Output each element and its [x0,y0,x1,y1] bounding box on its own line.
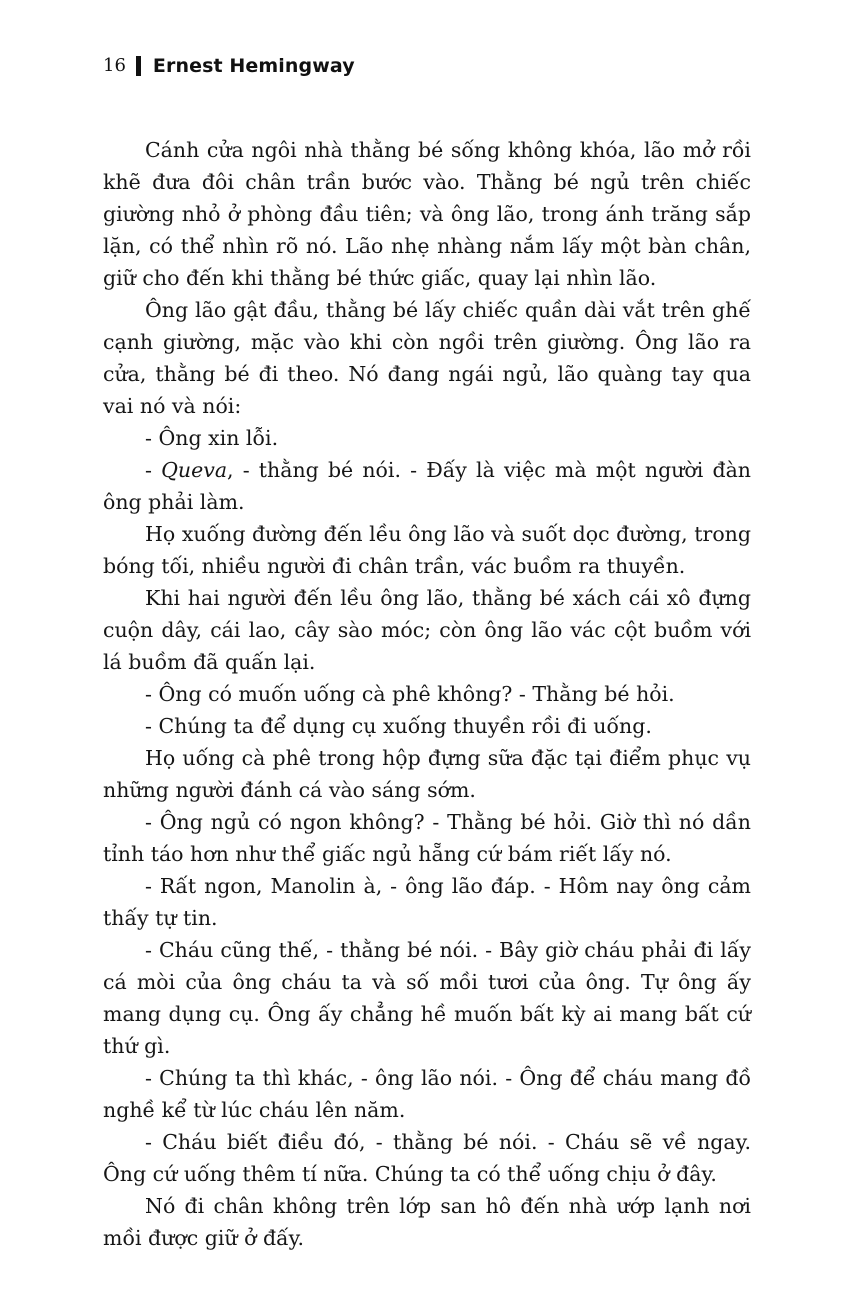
paragraph: - Chúng ta thì khác, - ông lão nói. - Ông để cháu mang đồ nghề kể từ lúc cháu lên năm. [103,1066,751,1122]
paragraph: - Cháu cũng thế, - thằng bé nói. - Bây giờ cháu phải đi lấy cá mòi của ông cháu ta và số mồi tươi của ông. Tự ông ấy mang dụng cụ. Ông ấy chẳng hề muốn bất kỳ ai mang bất cứ thứ gì. [103,938,751,1058]
paragraph: - Ông ngủ có ngon không? - Thằng bé hỏi. Giờ thì nó dần tỉnh táo hơn như thể giấc ngủ hẵng cứ bám riết lấy nó. [103,810,751,866]
header-divider [136,56,141,76]
paragraph: - Rất ngon, Manolin à, - ông lão đáp. - Hôm nay ông cảm thấy tự tin. [103,874,751,930]
paragraph: Họ uống cà phê trong hộp đựng sữa đặc tại điểm phục vụ những người đánh cá vào sáng sớm. [103,746,751,802]
paragraph: - Chúng ta để dụng cụ xuống thuyền rồi đi uống. [145,714,652,738]
page-number: 16 [103,55,126,76]
dialogue-text: , - thằng bé nói. - Đấy là việc mà một người đàn ông phải làm. [103,458,751,514]
paragraph: - Ông có muốn uống cà phê không? - Thằng bé hỏi. [145,682,675,706]
paragraph: Khi hai người đến lều ông lão, thằng bé xách cái xô đựng cuộn dây, cái lao, cây sào móc; còn ông lão vác cột buồm với lá buồm đã quấn lại. [103,586,751,674]
paragraph: Cánh cửa ngôi nhà thằng bé sống không khóa, lão mở rồi khẽ đưa đôi chân trần bước vào. Thằng bé ngủ trên chiếc giường nhỏ ở phòng đầu tiên; và ông lão, trong ánh trăng sắp lặn, có thể nhìn rõ nó. Lão nhẹ nhàng nắm lấy một bàn chân, giữ cho đến khi thằng bé thức giấc, quay lại nhìn lão. [103,138,751,290]
paragraph: - Ông xin lỗi. [145,426,279,450]
running-header [103,52,355,80]
paragraph [103,454,751,518]
paragraph: Ông lão gật đầu, thằng bé lấy chiếc quần dài vắt trên ghế cạnh giường, mặc vào khi còn ngồi trên giường. Ông lão ra cửa, thằng bé đi theo. Nó đang ngái ngủ, lão quàng tay qua vai nó và nói: [103,298,751,418]
dialogue-dash: - [145,458,162,482]
paragraph: Nó đi chân không trên lớp san hô đến nhà ướp lạnh nơi mồi được giữ ở đấy. [103,1194,751,1250]
italic-word: Queva [161,458,228,482]
paragraph: Họ xuống đường đến lều ông lão và suốt dọc đường, trong bóng tối, nhiều người đi chân trần, vác buồm ra thuyền. [103,522,751,578]
body-text [103,134,751,1254]
author-title: Ernest Hemingway [152,55,355,77]
paragraph: - Cháu biết điều đó, - thằng bé nói. - Cháu sẽ về ngay. Ông cứ uống thêm tí nữa. Chúng ta có thể uống chịu ở đây. [103,1130,751,1186]
